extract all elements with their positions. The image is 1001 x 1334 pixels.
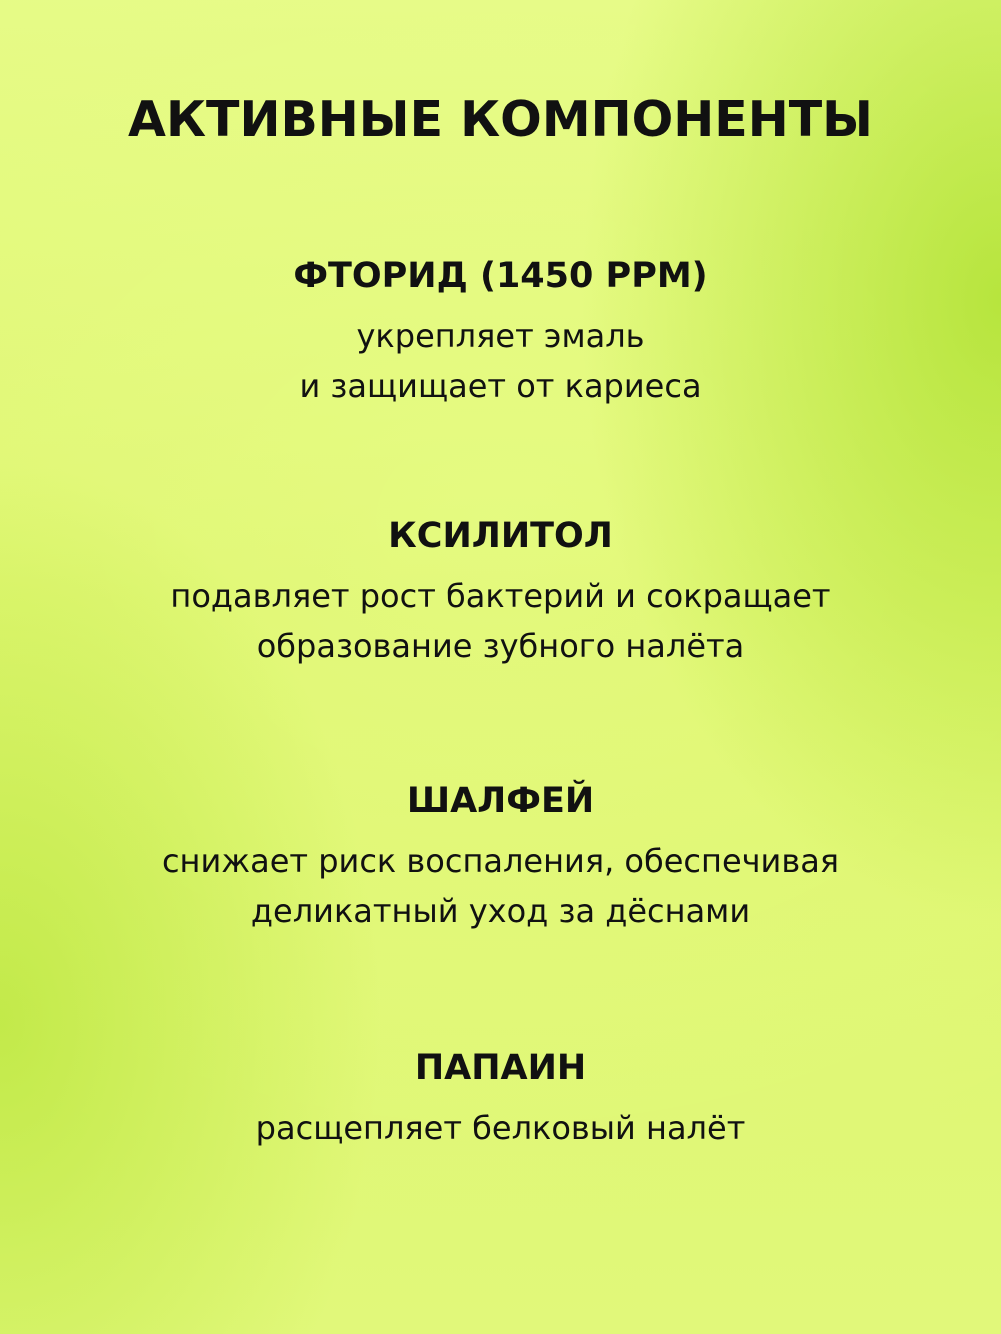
component-sage	[0, 778, 1001, 936]
component-fluoride	[0, 253, 1001, 411]
description-line: и защищает от кариеса	[299, 367, 702, 405]
component-name: КСИЛИТОЛ	[388, 516, 613, 556]
component-description	[0, 571, 1001, 671]
component-description	[0, 311, 1001, 411]
description-line: деликатный уход за дёснами	[250, 892, 751, 930]
component-description	[0, 836, 1001, 936]
component-xylitol	[0, 513, 1001, 671]
description-line: образование зубного налёта	[256, 627, 745, 665]
description-line: расщепляет белковый налёт	[255, 1109, 746, 1147]
description-line: подавляет рост бактерий и сокращает	[170, 577, 831, 615]
description-line: снижает риск воспаления, обеспечивая	[161, 842, 840, 880]
component-name: ПАПАИН	[414, 1048, 587, 1088]
description-line: укрепляет эмаль	[356, 317, 645, 355]
page-title: АКТИВНЫЕ КОМПОНЕНТЫ	[128, 91, 873, 148]
component-name: ФТОРИД (1450 PPM)	[293, 256, 708, 296]
component-name: ШАЛФЕЙ	[406, 781, 595, 821]
component-papain	[0, 1045, 1001, 1153]
component-description	[0, 1103, 1001, 1153]
